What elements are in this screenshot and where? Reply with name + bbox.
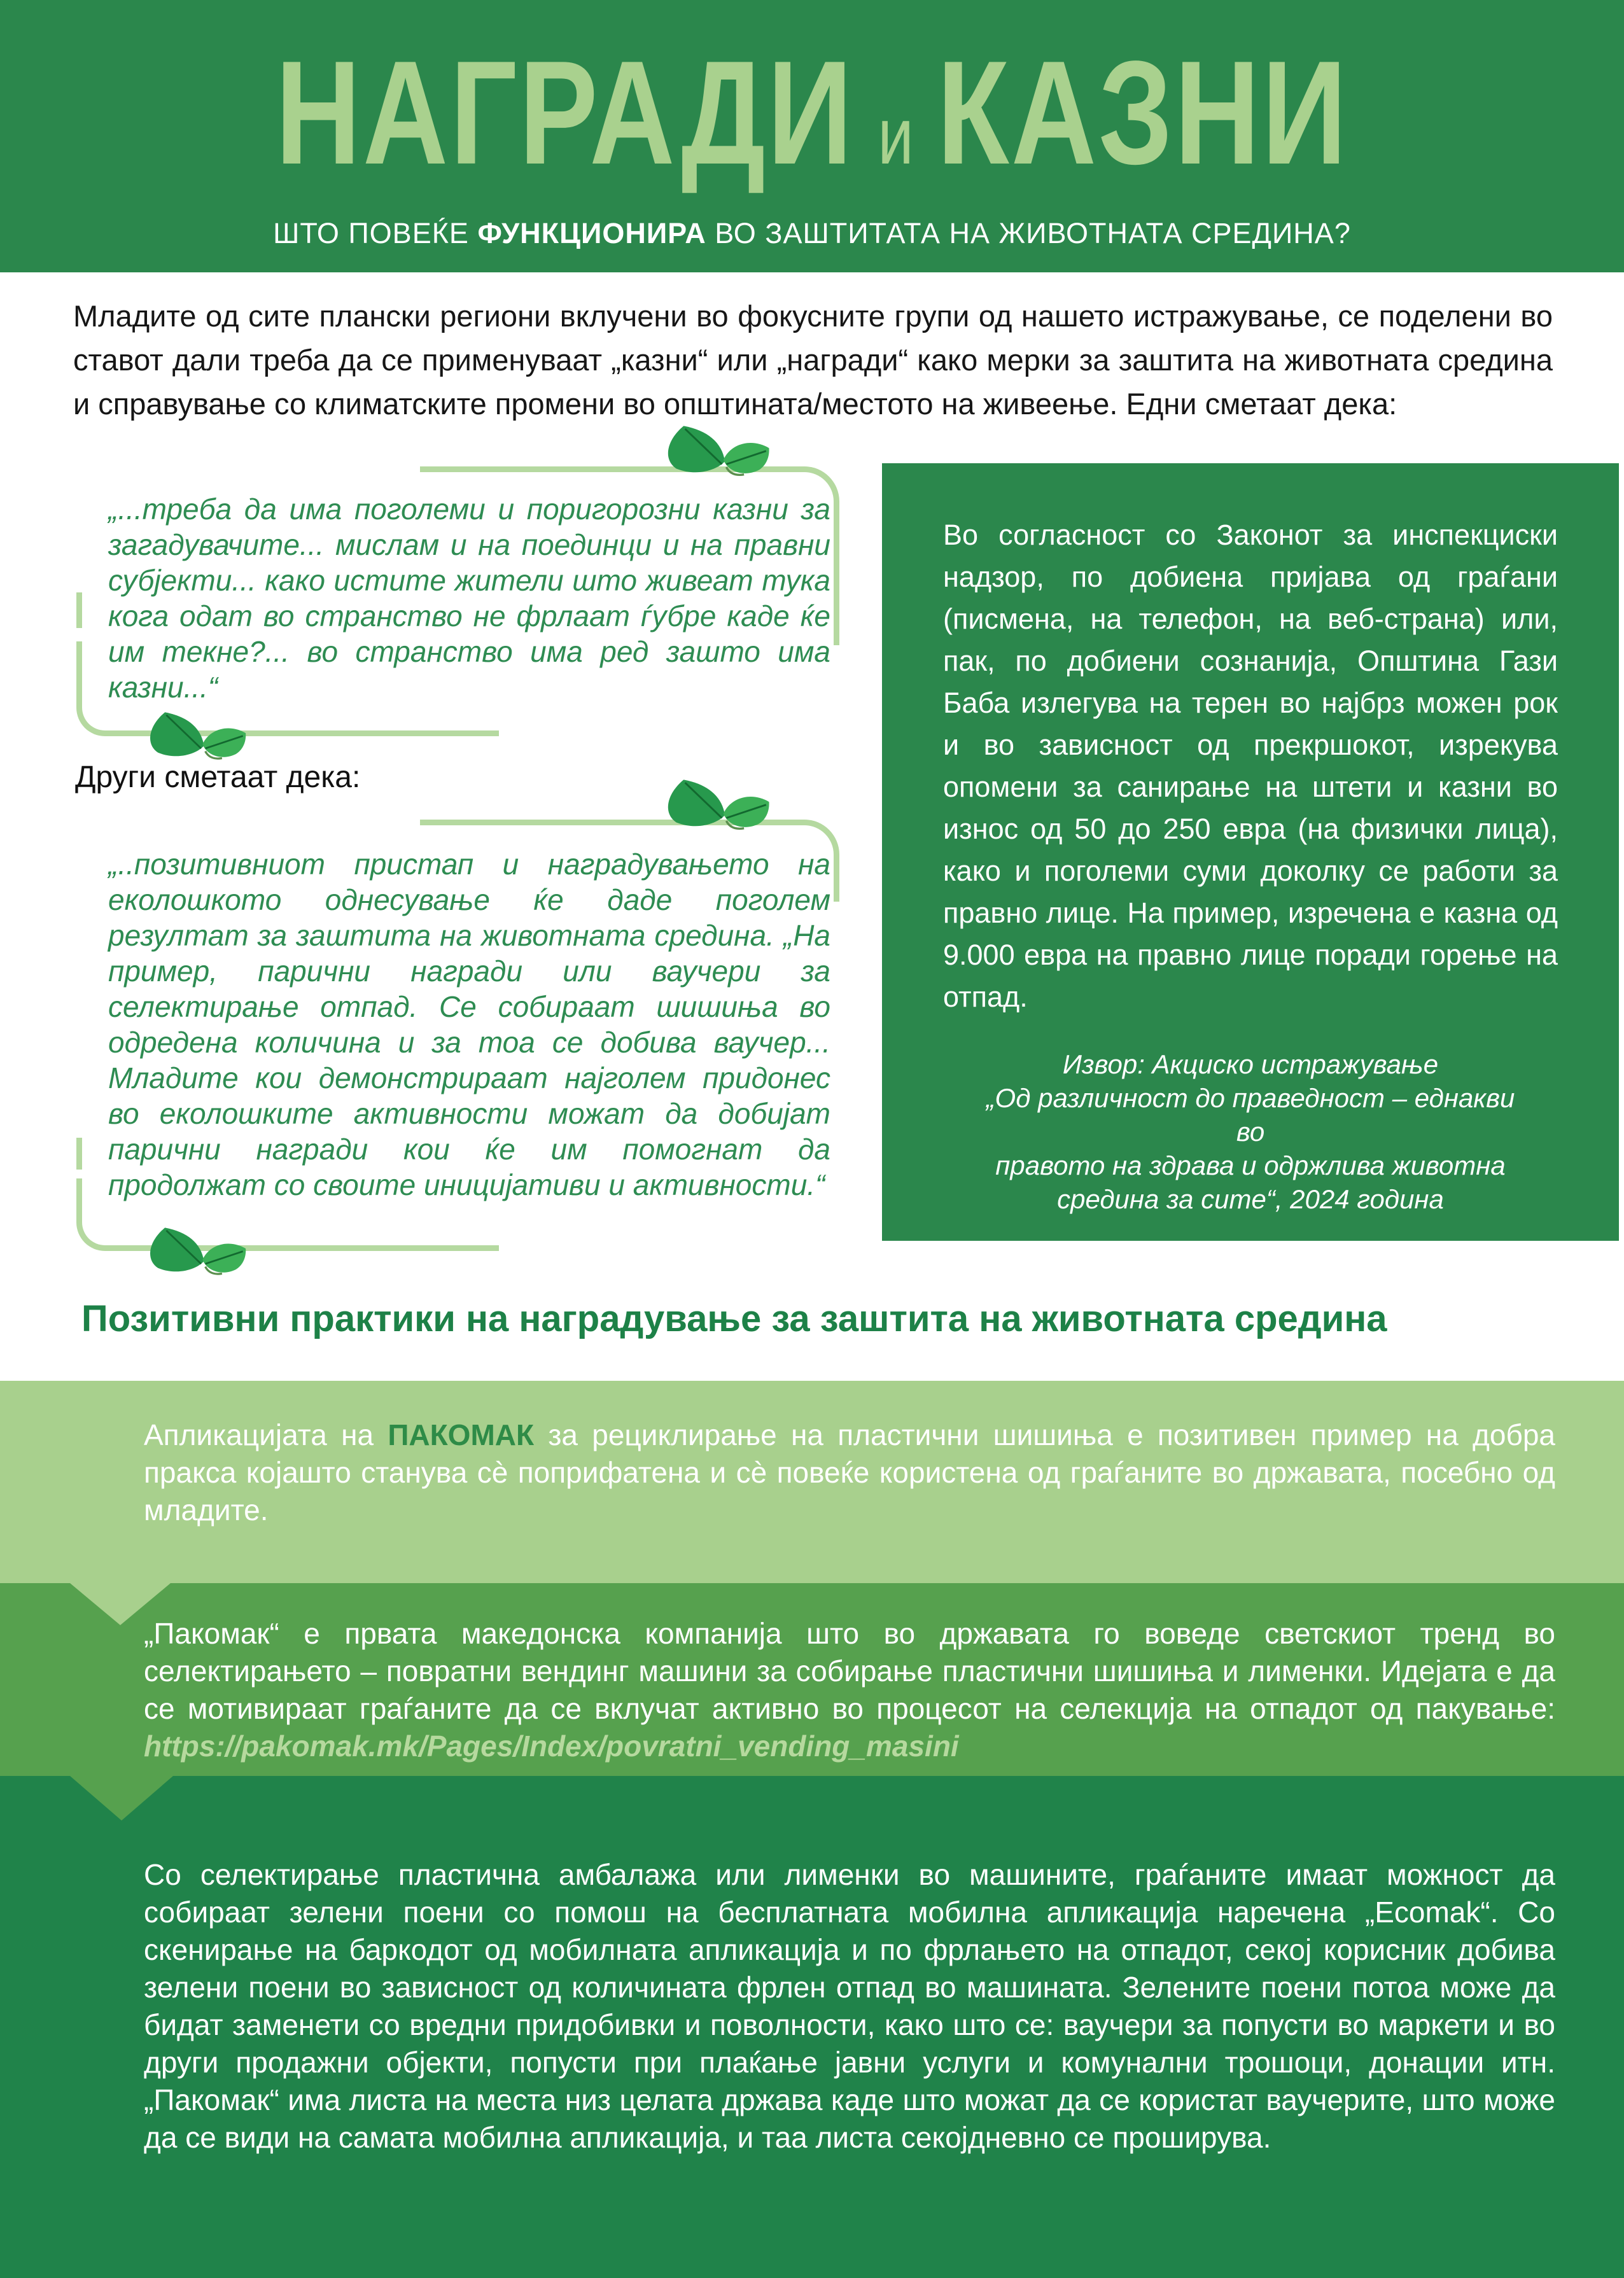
quote-punishments: „...треба да има поголеми и поригорозни казни за загадувачите... мислам и на поединци и на правни субјекти... како истите жители што живеат тука кога одат во странство не фрлаат ѓубре каде ќе им текне?... во странство има ред зашто има казни...“ — [108, 493, 830, 704]
app-text-prefix: Апликацијата на — [144, 1418, 388, 1451]
ecomak-points-block — [0, 1776, 1624, 2278]
source-line: Извор: Акциско истражување — [1062, 1049, 1439, 1079]
source-line: „Од различност до праведност – еднакви во — [986, 1083, 1515, 1147]
header-subtitle — [273, 217, 1351, 250]
leaves-icon — [659, 421, 776, 488]
others-label: Други сметаат дека: — [75, 760, 361, 794]
title-word-nagradi: НАГРАДИ — [275, 31, 855, 195]
pakomak-brand: ПАКОМАК — [388, 1418, 535, 1451]
app-text-suffix: за рециклирање на пластични шишиња е позитивен пример на добра пракса којашто станува сѐ поприфатена и сѐ повеќе користена од граѓаните во државата, посебно од младите. — [144, 1418, 1555, 1527]
company-text: „Пакомак“ е првата македонска компанија што во државата го воведе светскиот тренд во селектирањето – повратни вендинг машини за собирање пластични шишиња и лименки. Идејата е да се мотивираат граѓаните да се вклучат активно во процесот на селекција на отпадот од пакување: — [144, 1617, 1555, 1725]
title-word-kazni: КАЗНИ — [937, 31, 1349, 195]
leaves-icon — [141, 1223, 253, 1287]
pakomak-app-text — [0, 1381, 1624, 1529]
pakomak-company-text — [0, 1583, 1624, 1765]
info-box-text: Во согласност со Законот за инспекциски надзор, по добиена пријава од граѓани (писмена, на телефон, на веб-страна) или, пак, по добиени сознанија, Општина Гази Баба излегува на терен во најбрз можен рок и во зависност од прекршокот, изрекува опомени за санирање на штети и казни во износ од 50 до 250 евра (на физички лица), како и поголеми суми доколку се работи за правно лице. На пример, изречена е казна од 9.000 евра на правно лице поради горење на отпад. — [943, 519, 1558, 1013]
law-info-box — [882, 463, 1619, 1241]
pakomak-app-block — [0, 1381, 1624, 1583]
page-title — [275, 31, 1349, 195]
subtitle-bold-word: ФУНКЦИОНИРА — [477, 217, 706, 250]
source-line: средина за сите“, 2024 година — [1057, 1184, 1444, 1214]
section-heading: Позитивни практики на наградување за заштита на животната средина — [81, 1298, 1387, 1339]
header-banner — [0, 0, 1624, 272]
subtitle-prefix: ШТО ПОВЕЌЕ — [273, 217, 478, 250]
info-box-source — [977, 1047, 1524, 1216]
quote2-border-left-segment — [76, 1138, 82, 1170]
pakomak-link[interactable]: https://pakomak.mk/Pages/Index/povratni_vending_masini — [144, 1729, 959, 1763]
pakomak-company-block — [0, 1583, 1624, 1776]
quote1-border-left-segment — [76, 592, 82, 628]
source-line: правото на здрава и одржлива животна — [995, 1150, 1506, 1180]
subtitle-suffix: ВО ЗАШТИТАТА НА ЖИВОТНАТА СРЕДИНА? — [706, 217, 1351, 250]
intro-paragraph: Младите од сите плански региони вклучени во фокусните групи од нашето истражување, се поделени во ставот дали треба да се применуваат „казни“ или „награди“ како мерки за заштита на животната средина и справување со климатските промени во општината/местото на живеење. Едни сметаат дека: — [73, 299, 1553, 421]
title-conjunction: и — [878, 91, 914, 181]
quote-rewards: „..позитивниот пристап и наградувањето на еколошкото однесување ќе даде поголем резултат за заштита на животната средина. „На пример, парични награди или ваучери за селектирање отпад. Се собираат шишиња во одредена количина и за тоа се добива ваучер... Младите кои демонстрираат најголем придонес во еколошките активности можат да добијат парични награди кои ќе им помогнат да продолжат со своите иницијативи и активности.“ — [108, 848, 830, 1201]
leaves-icon — [659, 775, 776, 842]
ecomak-points-text: Со селектирање пластична амбалажа или лименки во машините, граѓаните имаат можност да собираат зелени поени со помош на бесплатната мобилна апликација наречена „Ecomak“. Со скенирање на баркодот од мобилната апликација и по фрлањето на отпадот, секој корисник добива зелени поени во зависност од количината фрлен отпад во машината. Зелените поени потоа може да бидат заменети со вредни придобивки и поволности, како што се: ваучери за попусти во маркети и во други продажни објекти, попусти при плаќање јавни услуги и комунални трошоци, донации итн. „Пакомак“ има листа на места низ целата држава каде што можат да се користат ваучерите, што може да се види на самата мобилна апликација, и таа листа секојдневно се проширува. — [144, 1858, 1555, 2154]
